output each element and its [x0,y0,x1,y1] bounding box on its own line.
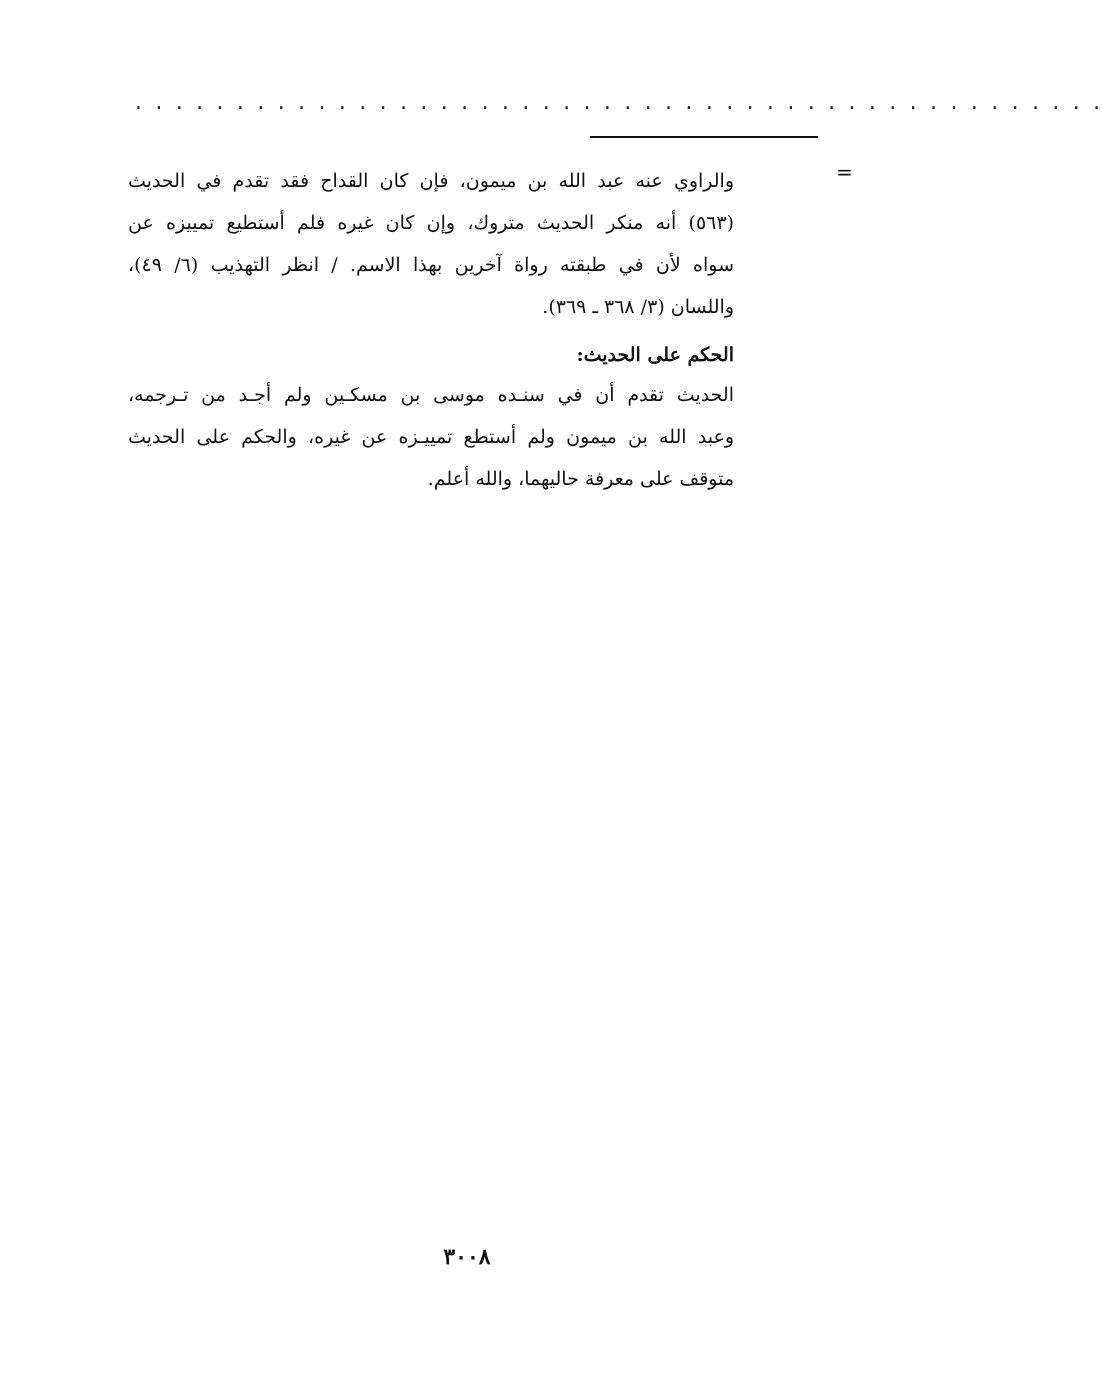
dotted-separator: . . . . . . . . . . . . . . . . . . . . . . . . . . . . . . . . . . . . . . . . . . . . . . . . [135,90,1103,115]
judgement-text [128,374,734,500]
footnote-line: (٥٦٣) أنه منكر الحديث متروك، وإن كان غيره فلم أستطيع تمييزه عن [128,212,734,234]
judgement-line: الحديث تقدم أن في سنـده موسى بن مسكـين ولم أجـد من تـرجمه، [128,384,735,406]
footnote-line: سواه لأن في طبقته رواة آخرين بهذا الاسم. / انظر التهذيب (٦/ ٤٩)، [128,254,734,276]
page-number: ٣٠٠٨ [443,1244,491,1270]
judgement-line: متوقف على معرفة حاليهما، والله أعلم. [427,468,734,490]
footnote-text [128,160,734,328]
footnote-rule [590,136,818,138]
judgement-line: وعبد الله بن ميمون ولم أستطع تمييـزه عن غيره، والحكم على الحديث [128,426,734,448]
footnote-line: والراوي عنه عبد الله بن ميمون، فإن كان القداح فقد تقدم في الحديث [128,170,734,192]
section-heading: الحكم على الحديث: [576,344,734,366]
continuation-mark: = [836,160,853,184]
footnote-line: واللسان (٣/ ٣٦٨ ـ ٣٦٩). [542,296,734,318]
